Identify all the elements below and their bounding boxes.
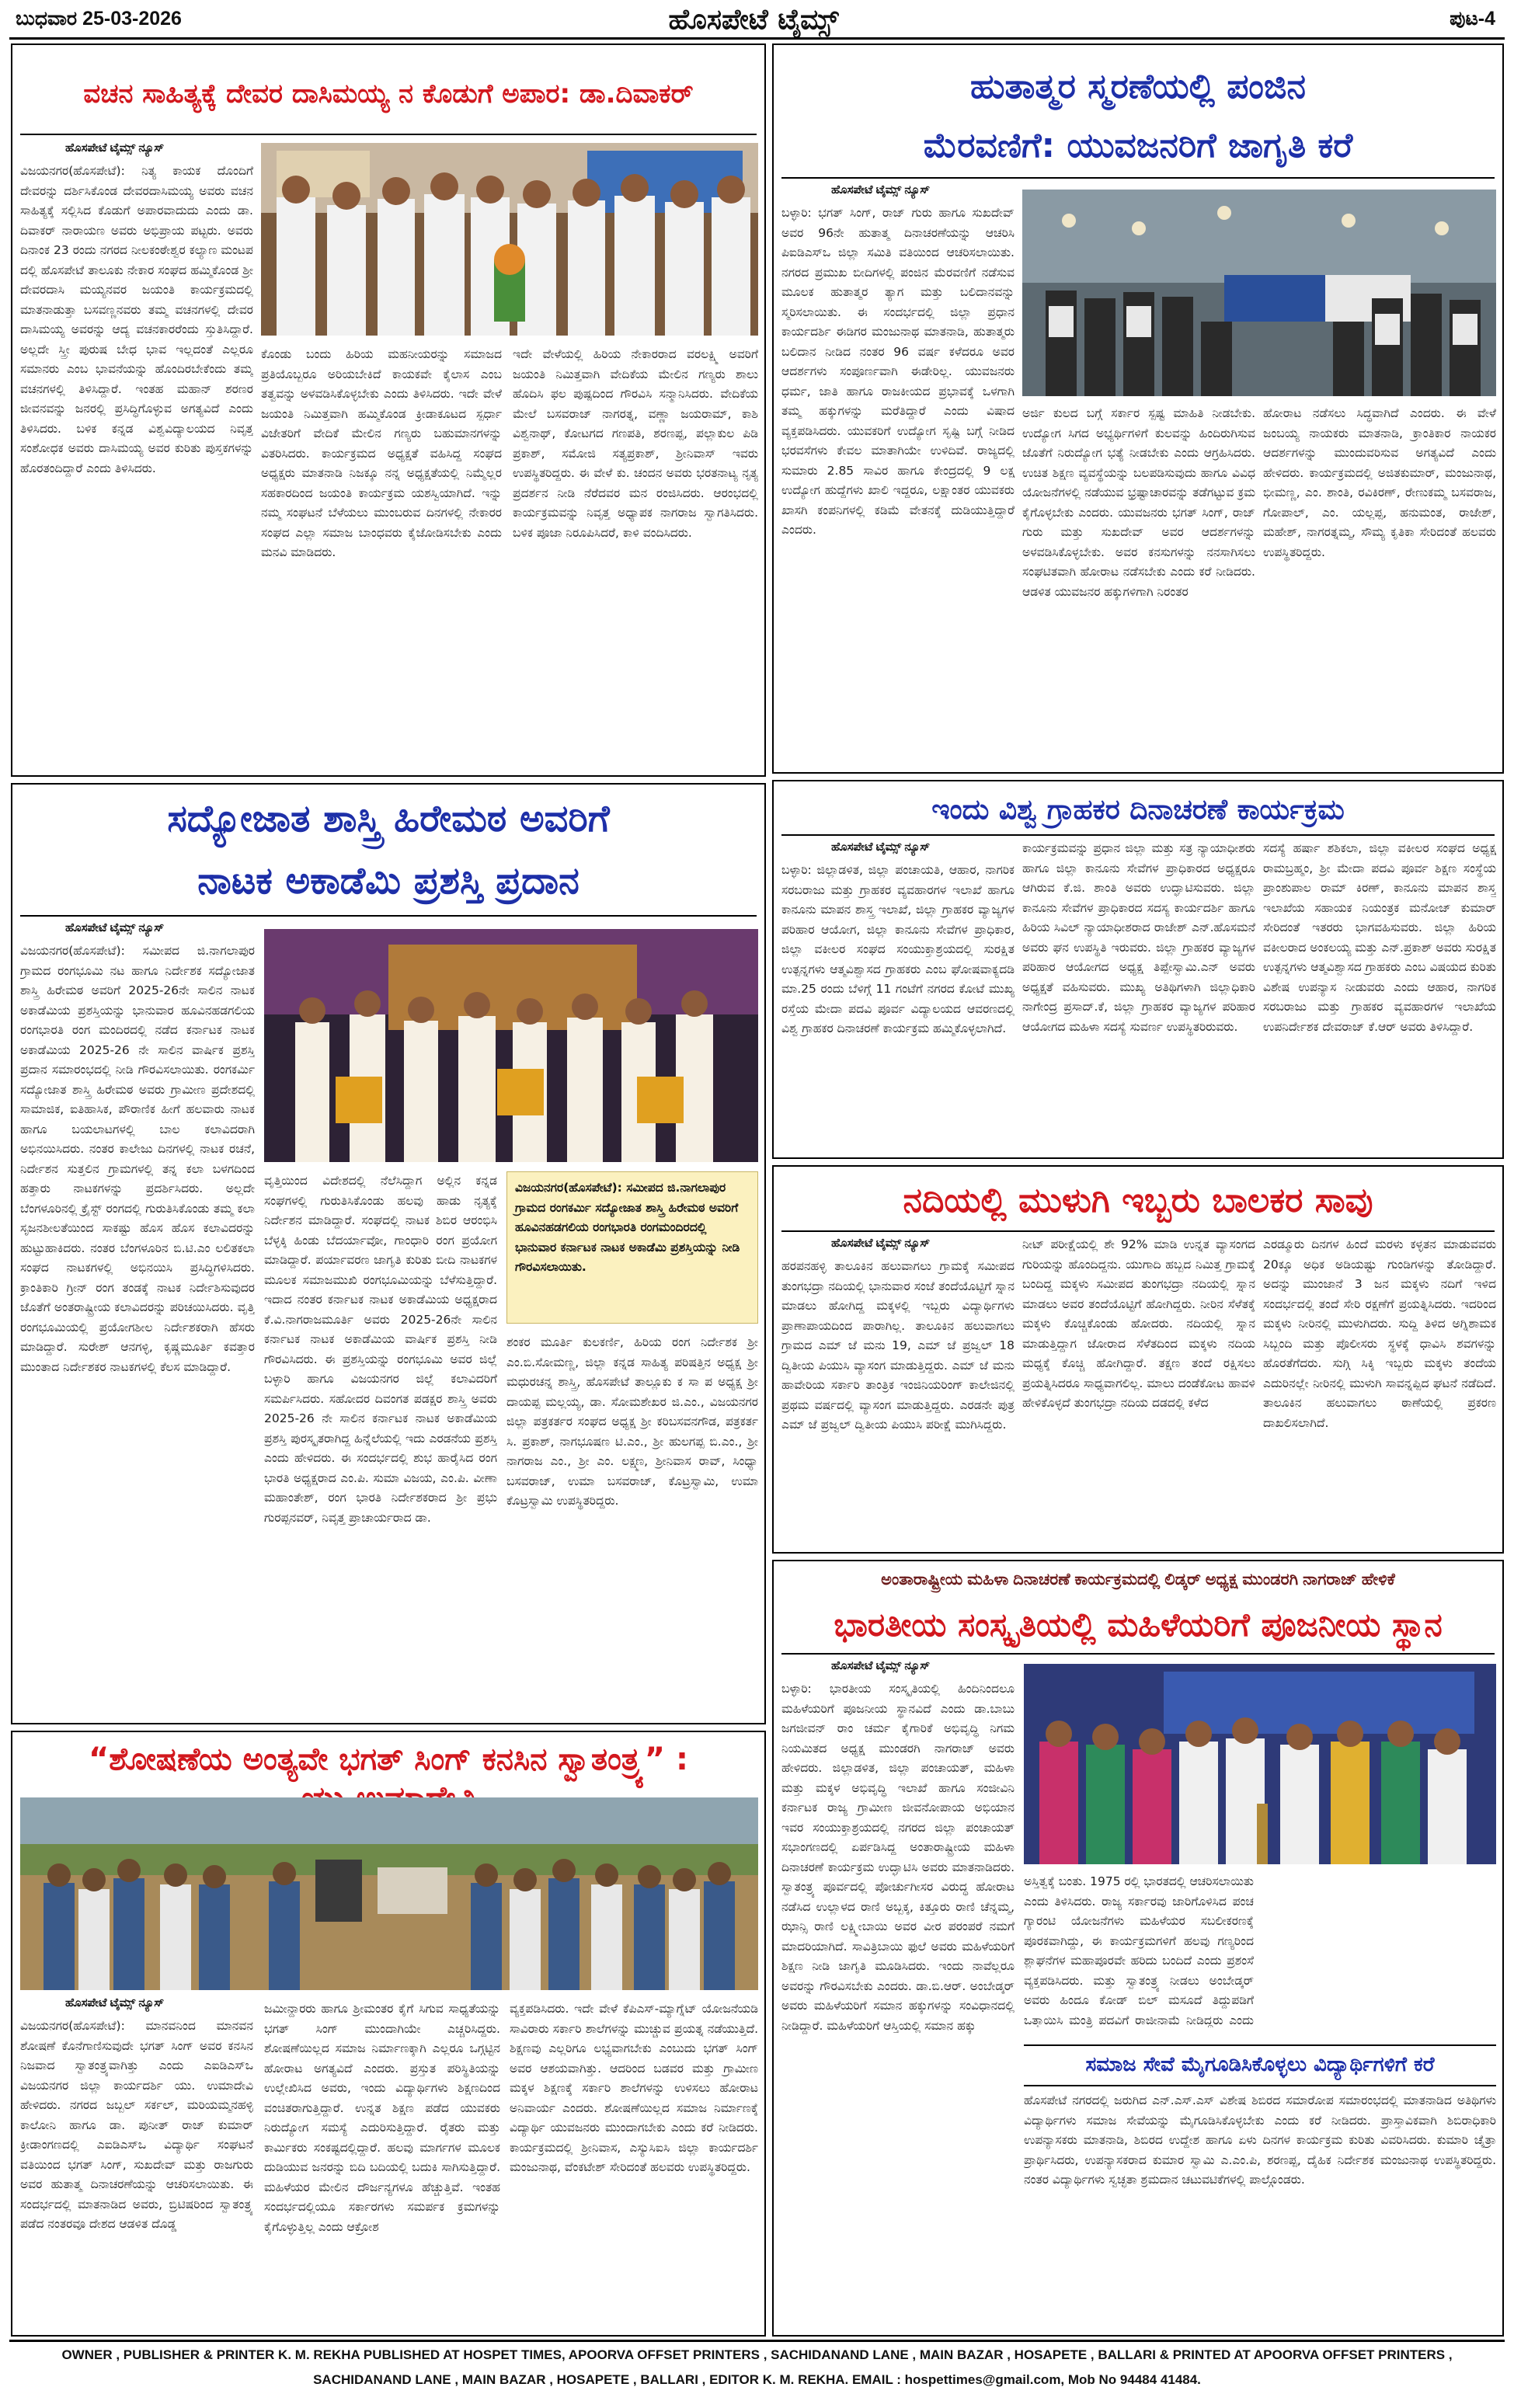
photo-jayanti-ceremony xyxy=(261,143,758,336)
headline-panjina-line1: ಹುತಾತ್ಮರ ಸ್ಮರಣೆಯಲ್ಲಿ ಪಂಜಿನ xyxy=(970,67,1306,106)
imprint-footer xyxy=(0,2343,1514,2408)
article-text-column: ಹರಪನಹಳ್ಳಿ ತಾಲೂಕಿನ ಹಲುವಾಗಲು ಗ್ರಾಮಕ್ಕೆ ಸಮೀಪದ ತುಂಗಭದ್ರಾ ನದಿಯಲ್ಲಿ ಭಾನುವಾರ ಸಂಜೆ ತಂದೆಯೊಟ್ಟಿಗೆ ಸ್ನಾನ ಮಾಡಲು ಹೋಗಿದ್ದ ಮಕ್ಕಳಲ್ಲಿ ಇಬ್ಬರು ವಿದ್ಯಾರ್ಥಿಗಳು ಪ್ರಾಣಾಪಾಯದಿಂದ ಪಾರಾಗಿಲ್ಲ. ತಾಲೂಕಿನ ಹಲುವಾಗಲು ಗ್ರಾಮದ ಎಮ್ ಜೆ ಮನು 19, ಎಮ್ ಜೆ ಪ್ರಜ್ವಲ್ 18 ದ್ವಿತೀಯ ಪಿಯುಸಿ ವ್ಯಾಸಂಗ ಮಾಡುತ್ತಿದ್ದರು. ಎಮ್ ಜೆ ಮನು ಹಾವೇರಿಯ ಸರ್ಕಾರಿ ತಾಂತ್ರಿಕ ಇಂಜಿನಿಯರಿಂಗ್ ಕಾಲೇಜಿನಲ್ಲಿ ಪ್ರಥಮ ವರ್ಷದಲ್ಲಿ ವ್ಯಾಸಂಗ ಮಾಡುತ್ತಿದ್ದರು. ಎರಡನೇ ಪುತ್ರ ಎಮ್ ಜೆ ಪ್ರಜ್ವಲ್ ದ್ವಿತೀಯ ಪಿಯುಸಿ ಪರೀಕ್ಷೆ ಮುಗಿಸಿದ್ದರು. xyxy=(781,1259,1015,1432)
byline: ಹೊಸಪೇಟೆ ಟೈಮ್ಸ್ ನ್ಯೂಸ್ xyxy=(65,141,165,155)
article-text-column: ಅಸ್ತಿತ್ವಕ್ಕೆ ಬಂತು. 1975 ರಲ್ಲಿ ಭಾರತದಲ್ಲಿ ಆಚರಿಸಲಾಯಿತು ಎಂದು ತಿಳಿಸಿದರು. ರಾಜ್ಯ ಸರ್ಕಾರವು ಜಾರಿಗೊಳಿಸಿದ ಪಂಚ ಗ್ಯಾರಂಟಿ ಯೋಜನೆಗಳು ಮಹಿಳೆಯರ ಸಬಲೀಕರಣಕ್ಕೆ ಪೂರಕವಾಗಿದ್ದು, ಈ ಕಾರ್ಯಕ್ರಮಗಳಿಗೆ ಹಲವು ಗಣ್ಯರಿಂದ ಶ್ಲಾಘನೆಗಳ ಮಹಾಪೂರವೇ ಹರಿದು ಬಂದಿದೆ ಎಂದು ಪ್ರಶಂಸೆ ವ್ಯಕ್ತಪಡಿಸಿದರು. ಮತ್ತು ಸ್ವಾತಂತ್ರ್ಯ ನೀಡಲು ಅಂಬೇಡ್ಕರ್ ಅವರು ಹಿಂದೂ ಕೋಡ್ ಬಿಲ್ ಮಸೂದೆ ತಿದ್ದುಪಡಿಗೆ ಒತ್ತಾಯಿಸಿ ಮಂತ್ರಿ ಪದವಿಗೆ ರಾಜೀನಾಮೆ ನೀಡಿದ್ದರು ಎಂದು xyxy=(1024,1874,1254,2027)
photo-womens-day xyxy=(1024,1664,1496,1864)
byline: ಹೊಸಪೇಟೆ ಟೈಮ್ಸ್ ನ್ಯೂಸ್ xyxy=(831,183,931,197)
headline-grahaka: ಇಂದು ವಿಶ್ವ ಗ್ರಾಹಕರ ದಿನಾಚರಣೆ ಕಾರ್ಯಕ್ರಮ xyxy=(931,794,1345,826)
imprint-line: SACHIDANAND LANE , MAIN BAZAR , HOSAPETE , BALLARI , EDITOR K. M. REKHA. EMAIL : hospettimes@gmail.com, Mob No 94484 41484. xyxy=(313,2372,1201,2387)
divider xyxy=(781,834,1495,836)
headline-nss: ಸಮಾಜ ಸೇವೆ ಮೈಗೂಡಿಸಿಕೊಳ್ಳಲು ವಿದ್ಯಾರ್ಥಿಗಳಿಗೆ ಕರೆ xyxy=(1085,2053,1435,2076)
divider xyxy=(20,915,757,917)
byline: ಹೊಸಪೇಟೆ ಟೈಮ್ಸ್ ನ್ಯೂಸ್ xyxy=(831,1237,931,1250)
divider xyxy=(1024,2044,1496,2046)
article-text-column: ಸದಸ್ಯೆ ಹರ್ಷಾ ಶಶಿಕಲಾ, ಜಿಲ್ಲಾ ವಕೀಲರ ಸಂಘದ ಅಧ್ಯಕ್ಷ ರಾಮಬ್ರಹ್ಮಂ, ಶ್ರೀ ಮೇದಾ ಪದವಿ ಪೂರ್ವ ಶಿಕ್ಷಣ ಸಂಸ್ಥೆಯ ಪ್ರಾಂಶುಪಾಲ ರಾಮ್ ಕಿರಣ್, ಕಾನೂನು ಮಾಪನ ಶಾಸ್ತ್ರ ಇಲಾಖೆಯ ಸಹಾಯಕ ನಿಯಂತ್ರಕ ಮನೋಜ್ ಕುಮಾರ್ ಸೇರಿದಂತೆ ಇತರರು ಭಾಗವಹಿಸುವರು. ಜಿಲ್ಲಾ ಹಿರಿಯ ವಕೀಲರಾದ ಅಂಕಲಯ್ಯ ಮತ್ತು ಎನ್.ಪ್ರಕಾಶ್ ಅವರು ಸುರಕ್ಷಿತ ಉತ್ಪನ್ನಗಳು ಆತ್ಮವಿಶ್ವಾಸದ ಗ್ರಾಹಕರು ಎಂಬ ವಿಷಯದ ಕುರಿತು ವಿಶೇಷ ಉಪನ್ಯಾಸ ನೀಡುವರು ಎಂದು ಆಹಾರ, ನಾಗರಿಕ ಸರಬರಾಜು ಮತ್ತು ಗ್ರಾಹಕರ ವ್ಯವಹಾರಗಳ ಇಲಾಖೆಯ ಉಪನಿರ್ದೇಶಕ ದೇವರಾಜ್ ಕೆ.ಆರ್ ಅವರು ತಿಳಿಸಿದ್ದಾರೆ. xyxy=(1263,841,1496,1034)
imprint-line: OWNER , PUBLISHER & PRINTER K. M. REKHA PUBLISHED AT HOSPET TIMES, APOORVA OFFSET PRINTERS , SACHIDANAND LANE , MAIN BAZAR , HOSAPETE , BALLARI & PRINTED AT APOORVA OFFSET PRINTERS , xyxy=(61,2347,1453,2362)
article-text-column: ಎರಡ್ಮೂರು ದಿನಗಳ ಹಿಂದೆ ಮರಳು ಕಳ್ಳತನ ಮಾಡುವವರು 20ಕ್ಕೂ ಅಧಿಕ ಅಡಿಯಷ್ಟು ಗುಂಡಿಗಳನ್ನು ತೋಡಿದ್ದಾರೆ. ಅದನ್ನು ಮುಂಜಾನೆ 3 ಜನ ಮಕ್ಕಳು ನದಿಗೆ ಇಳಿದ ಸಂದರ್ಭದಲ್ಲಿ ತಂದೆ ಸೇರಿ ರಕ್ಷಣೆಗೆ ಪ್ರಯತ್ನಿಸಿದರು. ಇದರಿಂದ ಮಕ್ಕಳು ನೀರಿನಲ್ಲಿ ಮುಳುಗಿದರು. ಸುದ್ದಿ ತಿಳಿದ ಅಗ್ನಿಶಾಮಕ ಸಿಬ್ಬಂದಿ ಮತ್ತು ಪೊಲೀಸರು ಸ್ಥಳಕ್ಕೆ ಧಾವಿಸಿ ಶವಗಳನ್ನು ಹೊರತೆಗೆದರು. ಸುಗ್ಗಿ ಸಿಕ್ಕಿ ಇಬ್ಬರು ಮಕ್ಕಳು ತಂದೆಯ ಎದುರಿನಲ್ಲೇ ನೀರಿನಲ್ಲಿ ಮುಳುಗಿ ಸಾವನ್ನಪ್ಪಿದ ಘಟನೆ ನಡೆದಿದೆ. ತಾಲೂಕಿನ ಹಲುವಾಗಲು ಠಾಣೆಯಲ್ಲಿ ಪ್ರಕರಣ ದಾಖಲಿಸಲಾಗಿದೆ. xyxy=(1263,1237,1496,1430)
headline-mahile: ಭಾರತೀಯ ಸಂಸ್ಕೃತಿಯಲ್ಲಿ ಮಹಿಳೆಯರಿಗೆ ಪೂಜನೀಯ ಸ್ಥಾನ xyxy=(834,1606,1443,1644)
article-text-column: ವಿಜಯನಗರ(ಹೊಸಪೇಟೆ): ಸಮೀಪದ ಜಿ.ನಾಗಲಾಪುರ ಗ್ರಾಮದ ರಂಗಭೂಮಿ ನಟ ಹಾಗೂ ನಿರ್ದೇಶಕ ಸದ್ಯೋಜಾತ ಶಾಸ್ತ್ರಿ ಹಿರೇಮಠ ಅವರಿಗೆ 2025-26ನೇ ಸಾಲಿನ ನಾಟಕ ಅಕಾಡೆಮಿಯ ಪ್ರಶಸ್ತಿಯನ್ನು ಭಾನುವಾರ ಹೂವಿನಹಡಗಲಿಯ ರಂಗಭಾರತಿ ರಂಗ ಮಂದಿರದಲ್ಲಿ ನಡೆದ ಕರ್ನಾಟಕ ನಾಟಕ ಅಕಾಡೆಮಿಯ 2025-26 ನೇ ಸಾಲಿನ ವಾರ್ಷಿಕ ಪ್ರಶಸ್ತಿ ಪ್ರದಾನ ಸಮಾರಂಭದಲ್ಲಿ ನೀಡಿ ಗೌರವಿಸಲಾಯಿತು. ರಂಗಕರ್ಮಿ ಸದ್ಯೋಜಾತ ಶಾಸ್ತ್ರಿ ಹಿರೇಮಠ ಅವರು ಗ್ರಾಮೀಣ ಪ್ರದೇಶದಲ್ಲಿ ಸಾಮಾಜಿಕ, ಐತಿಹಾಸಿಕ, ಪೌರಾಣಿಕ ಹೀಗೆ ಹಲವಾರು ನಾಟಕ ಹಾಗೂ ಬಯಲಾಟಗಳಲ್ಲಿ ಬಾಲ ಕಲಾವಿದರಾಗಿ ಅಭಿನಯಿಸಿದರು. ನಂತರ ಕಾಲೇಜು ದಿನಗಳಲ್ಲಿ ನಾಟಕ ರಚನೆ, ನಿರ್ದೇಶನ ಸುತ್ತಲಿನ ಗ್ರಾಮಗಳಲ್ಲಿ ತನ್ನ ಕಲಾ ಬಳಗದಿಂದ ಹತ್ತಾರು ನಾಟಕಗಳನ್ನು ಪ್ರದರ್ಶಿಸಿದರು. ಅಲ್ಲದೇ ಬೆಂಗಳೂರಿನಲ್ಲಿ ಕ್ರೈಸ್ಟ್ ರಂಗದಲ್ಲಿ ಗುರುತಿಸಿಕೊಂಡು ತಮ್ಮ ಕಲಾ ಸೃಜನಶೀಲತೆಯಿಂದ ಸಾಕಷ್ಟು ಹೊಸ ಹೊಸ ಕಲಾವಿದರನ್ನು ಹುಟ್ಟುಹಾಕಿದರು. ನಂತರ ಬೆಂಗಳೂರಿನ ಬಿ.ಟಿ.ಎಂ ಲಲಿತಕಲಾ ಸಂಘದ ನಾಟಕಗಳಲ್ಲಿ ಅಭಿನಯಿಸಿ ಪ್ರಸಿದ್ಧಿಗಳಿಸಿದರು. ಕ್ರಾಂತಿಕಾರಿ ಗ್ರೀನ್ ರಂಗ ತಂಡಕ್ಕೆ ನಾಟಕ ನಿರ್ದೇಶಿಸುವುದರ ಜೊತೆಗೆ ಅಂತರಾಷ್ಟ್ರೀಯ ಕಲಾವಿದರನ್ನು ಪರಿಚಯಿಸಿದರು. ವೃತ್ತಿ ರಂಗಭೂಮಿಯಲ್ಲಿ ಪ್ರಯೋಗಶೀಲ ನಿರ್ದೇಶಕರಾಗಿ ಹೆಸರು ಮಾಡಿದ್ದಾರೆ. ಸುರೇಶ್ ಆನಗಳ್ಳಿ, ಕೃಷ್ಣಮೂರ್ತಿ ಕವತ್ತಾರ ಮುಂತಾದ ನಿರ್ದೇಶಕರ ನಾಟಕಗಳಲ್ಲಿ ಕೆಲಸ ಮಾಡಿದ್ದಾರೆ. xyxy=(20,944,255,1374)
highlight-box: ವಿಜಯನಗರ(ಹೊಸಪೇಟೆ): ಸಮೀಪದ ಜಿ.ನಾಗಲಾಪುರ ಗ್ರಾಮದ ರಂಗಕರ್ಮಿ ಸದ್ಯೋಜಾತ ಶಾಸ್ತ್ರಿ ಹಿರೇಮಠ ಅವರಿಗೆ ಹೂವಿನಹಡಗಲಿಯ ರಂಗಭಾರತಿ ರಂಗಮಂದಿರದಲ್ಲಿ ಭಾನುವಾರ ಕರ್ನಾಟಕ ನಾಟಕ ಅಕಾಡೆಮಿ ಪ್ರಶಸ್ತಿಯನ್ನು ನೀಡಿ ಗೌರವಿಸಲಾಯಿತು. xyxy=(506,1171,758,1324)
headline-divakar: ವಚನ ಸಾಹಿತ್ಯಕ್ಕೆ ದೇವರ ದಾಸಿಮಯ್ಯ ನ ಕೊಡುಗೆ ಅಪಾರ: ಡಾ.ದಿವಾಕರ್ xyxy=(83,78,694,110)
article-text-column: ಶಂಕರ ಮೂರ್ತಿ ಕುಲಕರ್ಣಿ, ಹಿರಿಯ ರಂಗ ನಿರ್ದೇಶಕ ಶ್ರೀ ಎಂ.ಬಿ.ಸೋಮಣ್ಣ, ಜಿಲ್ಲಾ ಕನ್ನಡ ಸಾಹಿತ್ಯ ಪರಿಷತ್ತಿನ ಅಧ್ಯಕ್ಷ ಶ್ರೀ ಮಧುರಚನ್ನ ಶಾಸ್ತ್ರಿ, ಹೊಸಪೇಟೆ ತಾಲ್ಲೂಕು ಕ ಸಾ ಪ ಅಧ್ಯಕ್ಷ ಶ್ರೀ ದಾಯಪ್ಪ ಮಲ್ಲಯ್ಯ, ಡಾ. ಸೋಮಶೇಖರ ಜಿ.ಎಂ., ವಿಜಯನಗರ ಜಿಲ್ಲಾ ಪತ್ರಕರ್ತರ ಸಂಘದ ಅಧ್ಯಕ್ಷ ಶ್ರೀ ಕರಿಬಸವನಗೌಡ, ಪತ್ರಕರ್ತ ಸಿ. ಪ್ರಕಾಶ್, ನಾಗಭೂಷಣ ಟಿ.ಎಂ., ಶ್ರೀ ಹುಲಗಪ್ಪ ಬಿ.ಎಂ., ಶ್ರೀ ನಾಗರಾಜ ಎಂ., ಶ್ರೀ ಎಂ. ಲಕ್ಷ್ಮಣ, ಶ್ರೀನಿವಾಸ ರಾವ್, ಸಿಂಧ್ಯಾ ಬಸವರಾಜ್, ಉಮಾ ಬಸವರಾಜ್, ಕೊಟ್ರಸ್ವಾಮಿ, ಉಮಾ ಕೊಟ್ರಸ್ವಾಮಿ ಉಪಸ್ಥಿತರಿದ್ದರು. xyxy=(506,1335,758,1508)
divider xyxy=(1024,2085,1496,2086)
divider xyxy=(781,177,1495,179)
headline-natak-line1: ಸದ್ಯೋಜಾತ ಶಾಸ್ತ್ರಿ ಹಿರೇಮಠ ಅವರಿಗೆ xyxy=(167,797,610,840)
byline: ಹೊಸಪೇಟೆ ಟೈಮ್ಸ್ ನ್ಯೂಸ್ xyxy=(65,1996,165,2010)
photo-students-ground xyxy=(20,1797,758,1990)
byline: ಹೊಸಪೇಟೆ ಟೈಮ್ಸ್ ನ್ಯೂಸ್ xyxy=(831,1659,931,1672)
headline-bhagat: “ಶೋಷಣೆಯ ಅಂತ್ಯವೇ ಭಗತ್ ಸಿಂಗ್ ಕನಸಿನ ಸ್ವಾತಂತ್ರ್ಯ” : xyxy=(89,1742,688,1777)
article-text-column: ಬಳ್ಳಾರಿ: ಜಿಲ್ಲಾಡಳಿತ, ಜಿಲ್ಲಾ ಪಂಚಾಯತಿ, ಆಹಾರ, ನಾಗರಿಕ ಸರಬರಾಜು ಮತ್ತು ಗ್ರಾಹಕರ ವ್ಯವಹಾರಗಳ ಇಲಾಖೆ ಹಾಗೂ ಕಾನೂನು ಮಾಪನ ಶಾಸ್ತ್ರ ಇಲಾಖೆ, ಜಿಲ್ಲಾ ಗ್ರಾಹಕರ ವ್ಯಾಜ್ಯಗಳ ಪರಿಹಾರ ಆಯೋಗ, ಜಿಲ್ಲಾ ಕಾನೂನು ಸೇವೆಗಳ ಪ್ರಾಧಿಕಾರ, ಜಿಲ್ಲಾ ವಕೀಲರ ಸಂಘದ ಸಂಯುಕ್ತಾಶ್ರಯದಲ್ಲಿ ಸುರಕ್ಷಿತ ಉತ್ಪನ್ನಗಳು ಆತ್ಮವಿಶ್ವಾಸದ ಗ್ರಾಹಕರು ಎಂಬ ಘೋಷವಾಕ್ಯದಡಿ ಮಾ.25 ರಂದು ಬೆಳಿಗ್ಗೆ 11 ಗಂಟೆಗೆ ನಗರದ ಕೋಟೆ ಮುಖ್ಯ ರಸ್ತೆಯ ಮೇದಾ ಪದವಿ ಪೂರ್ವ ವಿದ್ಯಾಲಯದ ಆವರಣದಲ್ಲಿ ವಿಶ್ವ ಗ್ರಾಹಕರ ದಿನಾಚರಣೆ ಕಾರ್ಯಕ್ರಮ ಹಮ್ಮಿಕೊಳ್ಳಲಾಗಿದೆ. xyxy=(781,863,1015,1035)
kicker-mahile: ಅಂತಾರಾಷ್ಟ್ರೀಯ ಮಹಿಳಾ ದಿನಾಚರಣೆ ಕಾರ್ಯಕ್ರಮದಲ್ಲಿ ಲಿಡ್ಕರ್ ಅಧ್ಯಕ್ಷ ಮುಂಡರಗಿ ನಾಗರಾಜ್ ಹೇಳಿಕೆ xyxy=(881,1571,1395,1589)
issue-date: ಬುಧವಾರ 25-03-2026 xyxy=(16,8,182,30)
headline-panjina-line2: ಮೆರವಣಿಗೆ: ಯುವಜನರಿಗೆ ಜಾಗೃತಿ ಕರೆ xyxy=(923,126,1353,165)
article-text-column: ನೀಟ್ ಪರೀಕ್ಷೆಯಲ್ಲಿ ಶೇ 92% ಮಾಡಿ ಉನ್ನತ ವ್ಯಾಸಂಗದ ಗುರಿಯನ್ನು ಹೊಂದಿದ್ದನು. ಯುಗಾದಿ ಹಬ್ಬದ ನಿಮಿತ್ತ ಗ್ರಾಮಕ್ಕೆ ಬಂದಿದ್ದ ಮಕ್ಕಳು ಸಮೀಪದ ತುಂಗಭದ್ರಾ ನದಿಯಲ್ಲಿ ಸ್ನಾನ ಮಾಡಲು ಅವರ ತಂದೆಯೊಟ್ಟಿಗೆ ಹೋಗಿದ್ದರು. ನೀರಿನ ಸೆಳೆತಕ್ಕೆ ಮಕ್ಕಳು ಕೊಚ್ಚಿಕೊಂಡು ಹೋದರು. ನದಿಯಲ್ಲಿ ಸ್ನಾನ ಮಾಡುತ್ತಿದ್ದಾಗ ಜೋರಾದ ಸೆಳೆತದಿಂದ ಮಕ್ಕಳು ನದಿಯ ಮಧ್ಯಕ್ಕೆ ಕೊಚ್ಚಿ ಹೋಗಿದ್ದಾರೆ. ತಕ್ಷಣ ತಂದೆ ರಕ್ಷಿಸಲು ಪ್ರಯತ್ನಿಸಿದರೂ ಸಾಧ್ಯವಾಗಲಿಲ್ಲ. ಮಾಲು ದಂಡೆಕೋಟ ಹಾವಳಿ ಹೇಳಿಕೊಳ್ಳದೆ ತುಂಗಭದ್ರಾ ನದಿಯ ದಡದಲ್ಲಿ ಕಳೆದ xyxy=(1022,1237,1255,1410)
article-text-column: ಕೊಂಡು ಬಂದು ಹಿರಿಯ ಮಹನೀಯರನ್ನು ಸಮಾಜದ ಪ್ರತಿಯೊಬ್ಬರೂ ಅರಿಯಬೇಕಿದೆ ಕಾಯಕವೇ ಕೈಲಾಸ ಎಂಬ ತತ್ವವನ್ನು ಅಳವಡಿಸಿಕೊಳ್ಳಬೇಕು ಎಂದು ತಿಳಿಸಿದರು. ಇದೇ ವೇಳೆ ಜಯಂತಿ ನಿಮಿತ್ತವಾಗಿ ಹಮ್ಮಿಕೊಂಡ ಕ್ರೀಡಾಕೂಟದ ಸ್ಪರ್ಧಾ ವಿಜೇತರಿಗೆ ವೇದಿಕೆ ಮೇಲಿನ ಗಣ್ಯರು ಬಹುಮಾನಗಳನ್ನು ವಿತರಿಸಿದರು. ಕಾರ್ಯಕ್ರಮದ ಅಧ್ಯಕ್ಷತೆ ವಹಿಸಿದ್ದ ಸಂಘದ ಅಧ್ಯಕ್ಷರು ಮಾತನಾಡಿ ನಿಜಕ್ಕೂ ನನ್ನ ಅಧ್ಯಕ್ಷತೆಯಲ್ಲಿ ನಿಮ್ಮೆಲ್ಲರ ಸಹಕಾರದಿಂದ ಜಯಂತಿ ಕಾರ್ಯಕ್ರಮ ಯಶಸ್ವಿಯಾಗಿದೆ. ಇನ್ನು ನಮ್ಮ ಸಂಘಟನೆ ಬೆಳೆಯಲು ಮುಂಬರುವ ದಿನಗಳಲ್ಲಿ ನೇಕಾರರ ಸಂಘದ ಎಲ್ಲಾ ಸಮಾಜ ಬಾಂಧವರು ಕೈಜೋಡಿಸಬೇಕು ಎಂದು ಮನವಿ ಮಾಡಿದರು. xyxy=(261,347,502,559)
article-text-column: ಕಾರ್ಯಕ್ರಮವನ್ನು ಪ್ರಧಾನ ಜಿಲ್ಲಾ ಮತ್ತು ಸತ್ರ ನ್ಯಾಯಾಧೀಶರು ಹಾಗೂ ಜಿಲ್ಲಾ ಕಾನೂನು ಸೇವೆಗಳ ಪ್ರಾಧಿಕಾರದ ಅಧ್ಯಕ್ಷರೂ ಆಗಿರುವ ಕೆ.ಜಿ. ಶಾಂತಿ ಅವರು ಉದ್ಘಾಟಿಸುವರು. ಜಿಲ್ಲಾ ಕಾನೂನು ಸೇವೆಗಳ ಪ್ರಾಧಿಕಾರದ ಸದಸ್ಯ ಕಾರ್ಯದರ್ಶಿ ಹಾಗೂ ಹಿರಿಯ ಸಿವಿಲ್ ನ್ಯಾಯಾಧೀಶರಾದ ರಾಜೇಶ್ ಎನ್.ಹೊಸಮನೆ ಅವರು ಘನ ಉಪಸ್ಥಿತಿ ಇರುವರು. ಜಿಲ್ಲಾ ಗ್ರಾಹಕರ ವ್ಯಾಜ್ಯಗಳ ಪರಿಹಾರ ಆಯೋಗದ ಅಧ್ಯಕ್ಷ ತಿಪ್ಪೇಸ್ವಾಮಿ.ಎನ್ ಅವರು ಅಧ್ಯಕ್ಷತೆ ವಹಿಸುವರು. ಮುಖ್ಯ ಅತಿಥಿಗಳಾಗಿ ಜಿಲ್ಲಾಧಿಕಾರಿ ನಾಗೇಂದ್ರ ಪ್ರಸಾದ್.ಕೆ, ಜಿಲ್ಲಾ ಗ್ರಾಹಕರ ವ್ಯಾಜ್ಯಗಳ ಪರಿಹಾರ ಆಯೋಗದ ಮಹಿಳಾ ಸದಸ್ಯೆ ಸುವರ್ಣ ಉಪಸ್ಥಿತರಿರುವರು. xyxy=(1022,841,1255,1034)
byline: ಹೊಸಪೇಟೆ ಟೈಮ್ಸ್ ನ್ಯೂಸ್ xyxy=(831,840,931,854)
article-text-column: ವಿಜಯನಗರ(ಹೊಸಪೇಟೆ): ಮಾನವನಿಂದ ಮಾನವನ ಶೋಷಣೆ ಕೊನೆಗಾಣಿಸುವುದೇ ಭಗತ್ ಸಿಂಗ್ ಅವರ ಕನಸಿನ ನಿಜವಾದ ಸ್ವಾತಂತ್ರ್ಯವಾಗಿತ್ತು ಎಂದು ಎಐಡಿಎಸ್ಒ ವಿಜಯನಗರ ಜಿಲ್ಲಾ ಕಾರ್ಯದರ್ಶಿ ಯು. ಉಮಾದೇವಿ ಹೇಳಿದರು. ನಗರದ ಜಬ್ಬಲ್ ಸರ್ಕಲ್, ಮರಿಯಮ್ಮನಹಳ್ಳಿ ಕಾಲೋನಿ ಹಾಗೂ ಡಾ. ಪುನೀತ್ ರಾಜ್ ಕುಮಾರ್ ಕ್ರೀಡಾಂಗಣದಲ್ಲಿ ಎಐಡಿಎಸ್ಒ ವಿದ್ಯಾರ್ಥಿ ಸಂಘಟನೆ ವತಿಯಿಂದ ಭಗತ್ ಸಿಂಗ್, ಸುಖದೇವ್ ಮತ್ತು ರಾಜಗುರು ಅವರ ಹುತಾತ್ಮ ದಿನಾಚರಣೆಯನ್ನು ಆಚರಿಸಲಾಯಿತು. ಈ ಸಂದರ್ಭದಲ್ಲಿ ಮಾತನಾಡಿದ ಅವರು, ಬ್ರಿಟಿಷರಿಂದ ಸ್ವಾತಂತ್ರ್ಯ ಪಡೆದ ನಂತರವೂ ದೇಶದ ಆಡಳಿತ ದೊಡ್ಡ xyxy=(20,2019,253,2231)
article-text-column: ಅರ್ಜಿ ಕುಲದ ಬಗ್ಗೆ ಸರ್ಕಾರ ಸ್ಪಷ್ಟ ಮಾಹಿತಿ ನೀಡಬೇಕು. ಉದ್ಯೋಗ ಸಿಗದ ಅಭ್ಯರ್ಥಿಗಳಿಗೆ ಕುಲವನ್ನು ಹಿಂದಿರುಗಿಸುವ ಜೊತೆಗೆ ನಿರುದ್ಯೋಗ ಭತ್ಯೆ ನೀಡಬೇಕು ಎಂದು ಆಗ್ರಹಿಸಿದರು. ಉಚಿತ ಶಿಕ್ಷಣ ವ್ಯವಸ್ಥೆಯನ್ನು ಬಲಪಡಿಸುವುದು ಹಾಗೂ ವಿವಿಧ ಯೋಜನೆಗಳಲ್ಲಿ ನಡೆಯುವ ಭ್ರಷ್ಟಾಚಾರವನ್ನು ತಡೆಗಟ್ಟುವ ಕ್ರಮ ಕೈಗೊಳ್ಳಬೇಕು ಎಂದರು. ಯುವಜನರು ಭಗತ್ ಸಿಂಗ್, ರಾಜ್ ಗುರು ಮತ್ತು ಸುಖದೇವ್ ಅವರ ಆದರ್ಶಗಳನ್ನು ಅಳವಡಿಸಿಕೊಳ್ಳಬೇಕು. ಅವರ ಕನಸುಗಳನ್ನು ನನಸಾಗಿಸಲು ಸಂಘಟಿತವಾಗಿ ಹೋರಾಟ ನಡೆಸಬೇಕು ಎಂದು ಕರೆ ನೀಡಿದರು. ಆಡಳಿತ ಯುವಜನರ ಹಕ್ಕುಗಳಿಗಾಗಿ ನಿರಂತರ xyxy=(1022,406,1255,599)
divider xyxy=(781,1653,1495,1655)
page-number: ಪುಟ-4 xyxy=(1450,8,1495,30)
footer-rule xyxy=(9,2340,1505,2342)
article-text-column: ಹೋರಾಟ ನಡೆಸಲು ಸಿದ್ಧವಾಗಿದೆ ಎಂದರು. ಈ ವೇಳೆ ಜಂಬಯ್ಯ ನಾಯಕರು ಮಾತನಾಡಿ, ಕ್ರಾಂತಿಕಾರ ನಾಯಕರ ಆದರ್ಶಗಳನ್ನು ಮುಂದುವರಿಸುವ ಅಗತ್ಯವಿದೆ ಎಂದು ಹೇಳಿದರು. ಕಾರ್ಯಕ್ರಮದಲ್ಲಿ ಅಜಿತಕುಮಾರ್, ಮಂಜುನಾಥ, ಭೀಮಣ್ಣ, ಎಂ. ಶಾಂತಿ, ರವಿಕಿರಣ್, ರೇಣುಕಮ್ಮ ಬಸವರಾಜ, ಗೋಪಾಲ್, ಎಂ. ಯಲ್ಲಪ್ಪ, ಹನುಮಂತ, ರಾಜೇಶ್, ಮಹೇಶ್, ನಾಗರತ್ನಮ್ಮ, ಸೌಮ್ಯ ಕೃತಿಕಾ ಸೇರಿದಂತೆ ಹಲವರು ಉಪಸ್ಥಿತರಿದ್ದರು. xyxy=(1263,406,1496,559)
article-text-column: ಇದೇ ವೇಳೆಯಲ್ಲಿ ಹಿರಿಯ ನೇಕಾರರಾದ ವರಲಕ್ಷ್ಮಿ ಅವರಿಗೆ ಜಯಂತಿ ನಿಮಿತ್ತವಾಗಿ ವೇದಿಕೆಯ ಮೇಲಿನ ಗಣ್ಯರು ಶಾಲು ಹೊದಿಸಿ ಫಲ ಪುಷ್ಪದಿಂದ ಗೌರವಿಸಿ ಸನ್ಮಾನಿಸಿದರು. ವೇದಿಕೆಯ ಮೇಲೆ ಬಸವರಾಜ್ ನಾಗರತ್ನ, ವಣ್ಣಾ ಜಯರಾಮ್, ಕಾಶಿ ವಿಶ್ವನಾಥ್, ಕೋಟಗದ ಗಣಪತಿ, ಶರಣಪ್ಪ, ಪಲ್ಲಾಕುಲ ಪಿಡಿ ಪ್ರಕಾಶ್, ಸಮೋಜಿ ಸತ್ಯಪ್ರಕಾಶ್, ಶ್ರೀನಿವಾಸ್ ಇವರು ಉಪಸ್ಥಿತರಿದ್ದರು. ಈ ವೇಳೆ ಕು. ಚಂದನ ಅವರು ಭರತನಾಟ್ಯ ನೃತ್ಯ ಪ್ರದರ್ಶನ ನೀಡಿ ನೆರೆದವರ ಮನ ರಂಜಿಸಿದರು. ಆರಂಭದಲ್ಲಿ ಕಾರ್ಯಕ್ರಮವನ್ನು ನಿವೃತ್ತ ಅಧ್ಯಾಪಕ ನಾಗರಾಜ ಸ್ವಾಗತಿಸಿದರು. ಬಳಿಕ ಪೂಜಾ ನಿರೂಪಿಸಿದರೆ, ಕಾಳಿ ವಂದಿಸಿದರು. xyxy=(513,347,758,540)
article-text-column: ಜಮೀನ್ದಾರರು ಹಾಗೂ ಶ್ರೀಮಂತರ ಕೈಗೆ ಸಿಗುವ ಸಾಧ್ಯತೆಯನ್ನು ಭಗತ್ ಸಿಂಗ್ ಮುಂದಾಗಿಯೇ ಎಚ್ಚರಿಸಿದ್ದರು. ಶೋಷಣೆಯಿಲ್ಲದ ಸಮಾಜ ನಿರ್ಮಾಣಕ್ಕಾಗಿ ಎಲ್ಲರೂ ಒಗ್ಗಟ್ಟಿನ ಹೋರಾಟ ಅಗತ್ಯವಿದೆ ಎಂದರು. ಪ್ರಸ್ತುತ ಪರಿಸ್ಥಿತಿಯನ್ನು ಉಲ್ಲೇಖಿಸಿದ ಅವರು, ಇಂದು ವಿದ್ಯಾರ್ಥಿಗಳು ಶಿಕ್ಷಣದಿಂದ ವಂಚಿತರಾಗುತ್ತಿದ್ದಾರೆ. ಉನ್ನತ ಶಿಕ್ಷಣ ಪಡೆದ ಯುವಕರು ನಿರುದ್ಯೋಗ ಸಮಸ್ಯೆ ಎದುರಿಸುತ್ತಿದ್ದಾರೆ. ರೈತರು ಮತ್ತು ಕಾರ್ಮಿಕರು ಸಂಕಷ್ಟದಲ್ಲಿದ್ದಾರೆ. ಹಲವು ಮಾರ್ಗಗಳ ಮೂಲಕ ದುಡಿಯುವ ಜನರನ್ನು ಬಿದಿ ಬದಿಯಲ್ಲಿ ಬದುಕಿ ಸಾಗಿಸುತ್ತಿದ್ದಾರೆ. ಮಹಿಳೆಯರ ಮೇಲಿನ ದೌರ್ಜನ್ಯಗಳೂ ಹೆಚ್ಚುತ್ತಿವೆ. ಇಂತಹ ಸಂದರ್ಭದಲ್ಲಿಯೂ ಸರ್ಕಾರಗಳು ಸಮರ್ಪಕ ಕ್ರಮಗಳನ್ನು ಕೈಗೊಳ್ಳುತ್ತಿಲ್ಲ ಎಂದು ಆಕ್ರೋಶ xyxy=(264,2002,500,2234)
photo-torch-rally xyxy=(1022,190,1496,396)
article-text-column: ವ್ಯಕ್ತಪಡಿಸಿದರು. ಇದೇ ವೇಳೆ ಕೆಪಿಎಸ್-ಮ್ಯಾಗ್ನೆಟ್ ಯೋಜನೆಯಡಿ ಸಾವಿರಾರು ಸರ್ಕಾರಿ ಶಾಲೆಗಳನ್ನು ಮುಚ್ಚುವ ಪ್ರಯತ್ನ ನಡೆಯುತ್ತಿದೆ. ಶಿಕ್ಷಣವು ಎಲ್ಲರಿಗೂ ಲಭ್ಯವಾಗಬೇಕು ಎಂಬುದು ಭಗತ್ ಸಿಂಗ್ ಅವರ ಆಶಯವಾಗಿತ್ತು. ಆದರಿಂದ ಬಡವರ ಮತ್ತು ಗ್ರಾಮೀಣ ಮಕ್ಕಳ ಶಿಕ್ಷಣಕ್ಕೆ ಸರ್ಕಾರಿ ಶಾಲೆಗಳನ್ನು ಉಳಿಸಲು ಹೋರಾಟ ಅನಿವಾರ್ಯ ಎಂದರು. ಶೋಷಣೆಯಿಲ್ಲದ ಸಮಾಜ ನಿರ್ಮಾಣಕ್ಕೆ ವಿದ್ಯಾರ್ಥಿ ಯುವಜನರು ಮುಂದಾಗಬೇಕು ಎಂದು ಕರೆ ನೀಡಿದರು. ಕಾರ್ಯಕ್ರಮದಲ್ಲಿ ಶ್ರೀನಿವಾಸ, ಎಸ್ಯುಸಿಐಸಿ ಜಿಲ್ಲಾ ಕಾರ್ಯದರ್ಶಿ ಮಂಜುನಾಥ, ವೆಂಕಟೇಶ್ ಸೇರಿದಂತೆ ಹಲವರು ಉಪಸ್ಥಿತರಿದ್ದರು. xyxy=(510,2002,758,2174)
masthead: ಹೊಸಪೇಟೆ ಟೈಮ್ಸ್ xyxy=(668,3,839,36)
article-text-column: ವೃತ್ತಿಯಿಂದ ವಿದೇಶದಲ್ಲಿ ನೆಲೆಸಿದ್ದಾಗ ಅಲ್ಲಿನ ಕನ್ನಡ ಸಂಘಗಳಲ್ಲಿ ಗುರುತಿಸಿಕೊಂಡು ಹಲವು ಹಾಡು ನೃತ್ಯಕ್ಕೆ ನಿರ್ದೇಶನ ಮಾಡಿದ್ದಾರೆ. ಸಂಘದಲ್ಲಿ ನಾಟಕ ಶಿಬಿರ ಆರಂಭಿಸಿ ಬೆಳ್ಳಕ್ಕಿ ಹಿಂಡು ಬೆದರ್ಯಾವೋ, ಗಾಂಧಾರಿ ರಂಗ ಪ್ರಯೋಗ ಮಾಡಿದ್ದಾರೆ. ಪರ್ಯಾವರಣ ಜಾಗೃತಿ ಕುರಿತು ಬೀದಿ ನಾಟಕಗಳ ಮೂಲಕ ಸಮಾಜಮುಖಿ ರಂಗಭೂಮಿಯನ್ನು ಬೆಳೆಸುತ್ತಿದ್ದಾರೆ. ಇದಾದ ನಂತರ ಕರ್ನಾಟಕ ನಾಟಕ ಅಕಾಡೆಮಿಯ ಅಧ್ಯಕ್ಷರಾದ ಕೆ.ವಿ.ನಾಗರಾಜಮೂರ್ತಿ ಅವರು 2025-26ನೇ ಸಾಲಿನ ಕರ್ನಾಟಕ ನಾಟಕ ಅಕಾಡೆಮಿಯ ವಾರ್ಷಿಕ ಪ್ರಶಸ್ತಿ ನೀಡಿ ಗೌರವಿಸಿದರು. ಈ ಪ್ರಶಸ್ತಿಯನ್ನು ರಂಗಭೂಮಿ ಅವರ ಜಿಲ್ಲೆ ಬಳ್ಳಾರಿ ಹಾಗೂ ವಿಜಯನಗರ ಜಿಲ್ಲೆ ಕಲಾವಿದರಿಗೆ ಸಮರ್ಪಿಸಿದರು. ಸಹೋದರ ದಿವಂಗತ ಪಡಕ್ಷರ ಶಾಸ್ತ್ರಿ ಅವರು 2025-26 ನೇ ಸಾಲಿನ ಕರ್ನಾಟಕ ನಾಟಕ ಅಕಾಡೆಮಿಯ ಪ್ರಶಸ್ತಿ ಪುರಸ್ಕೃತರಾಗಿದ್ದ ಹಿನ್ನೆಲೆಯಲ್ಲಿ ಇದು ಎರಡನೆಯ ಪ್ರಶಸ್ತಿ ಎಂದು ಹೇಳಿದರು. ಈ ಸಂದರ್ಭದಲ್ಲಿ ಶುಭ ಹಾರೈಸಿದ ರಂಗ ಭಾರತಿ ಅಧ್ಯಕ್ಷರಾದ ಎಂ.ಪಿ. ಸುಮಾ ವಿಜಯ, ಎಂ.ಪಿ. ವೀಣಾ ಮಹಾಂತೇಶ್, ರಂಗ ಭಾರತಿ ನಿರ್ದೇಶಕರಾದ ಶ್ರೀ ಪ್ರಭು ಗುರಪ್ಪನವರ್, ನಿವೃತ್ತ ಪ್ರಾಚಾರ್ಯರಾದ ಡಾ. xyxy=(264,1174,497,1525)
article-text-column: ಬಳ್ಳಾರಿ: ಭಗತ್ ಸಿಂಗ್, ರಾಜ್ ಗುರು ಹಾಗೂ ಸುಖದೇವ್ ಅವರ 96ನೇ ಹುತಾತ್ಮ ದಿನಾಚರಣೆಯನ್ನು ಆಚರಿಸಿ ಪಿಐಡಿಎಸ್ಒ ಜಿಲ್ಲಾ ಸಮಿತಿ ವತಿಯಿಂದ ಆಚರಿಸಲಾಯಿತು. ನಗರದ ಪ್ರಮುಖ ಬೀದಿಗಳಲ್ಲಿ ಪಂಜಿನ ಮೆರವಣಿಗೆ ನಡೆಸುವ ಮೂಲಕ ಹುತಾತ್ಮರ ತ್ಯಾಗ ಮತ್ತು ಬಲಿದಾನವನ್ನು ಸ್ಮರಿಸಲಾಯಿತು. ಈ ಸಂದರ್ಭದಲ್ಲಿ ಜಿಲ್ಲಾ ಪ್ರಧಾನ ಕಾರ್ಯದರ್ಶಿ ಈಡಿಗರ ಮಂಜುನಾಥ ಮಾತನಾಡಿ, ಹುತಾತ್ಮರು ಬಲಿದಾನ ನೀಡಿದ ನಂತರ 96 ವರ್ಷ ಕಳೆದರೂ ಅವರ ಆದರ್ಶಗಳು ಸಂಪೂರ್ಣವಾಗಿ ಈಡೇರಿಲ್ಲ. ಯುವಜನರು ಧರ್ಮ, ಜಾತಿ ಹಾಗೂ ರಾಜಕೀಯದ ಪ್ರಭಾವಕ್ಕೆ ಒಳಗಾಗಿ ತಮ್ಮ ಹಕ್ಕುಗಳನ್ನು ಮರೆತಿದ್ದಾರೆ ಎಂದು ವಿಷಾದ ವ್ಯಕ್ತಪಡಿಸಿದರು. ಯುವಕರಿಗೆ ಉದ್ಯೋಗ ಸೃಷ್ಟಿ ಬಗ್ಗೆ ನೀಡಿದ ಭರವಸೆಗಳು ಕೇವಲ ಮಾತಾಗಿಯೇ ಉಳಿದಿವೆ. ರಾಜ್ಯದಲ್ಲಿ ಸುಮಾರು 2.85 ಸಾವಿರ ಹಾಗೂ ಕೇಂದ್ರದಲ್ಲಿ 9 ಲಕ್ಷ ಉದ್ಯೋಗ ಹುದ್ದೆಗಳು ಖಾಲಿ ಇದ್ದರೂ, ಲಕ್ಷಾಂತರ ಯುವಕರು ಖಾಸಗಿ ಕಂಪನಿಗಳಲ್ಲಿ ಕಡಿಮೆ ವೇತನಕ್ಕೆ ದುಡಿಯುತ್ತಿದ್ದಾರೆ ಎಂದರು. xyxy=(781,206,1015,537)
divider xyxy=(781,1230,1495,1232)
divider xyxy=(20,134,757,135)
byline: ಹೊಸಪೇಟೆ ಟೈಮ್ಸ್ ನ್ಯೂಸ್ xyxy=(65,921,165,934)
header-rule xyxy=(9,37,1505,40)
article-text-column: ಬಳ್ಳಾರಿ: ಭಾರತೀಯ ಸಂಸ್ಕೃತಿಯಲ್ಲಿ ಹಿಂದಿನಿಂದಲೂ ಮಹಿಳೆಯರಿಗೆ ಪೂಜನೀಯ ಸ್ಥಾನವಿದೆ ಎಂದು ಡಾ.ಬಾಬು ಜಗಜೀವನ್ ರಾಂ ಚರ್ಮ ಕೈಗಾರಿಕೆ ಅಭಿವೃದ್ಧಿ ನಿಗಮ ನಿಯಮಿತದ ಅಧ್ಯಕ್ಷ ಮುಂಡರಗಿ ನಾಗರಾಜ್ ಅವರು ಹೇಳಿದರು. ಜಿಲ್ಲಾಡಳಿತ, ಜಿಲ್ಲಾ ಪಂಚಾಯತ್, ಮಹಿಳಾ ಮತ್ತು ಮಕ್ಕಳ ಅಭಿವೃದ್ಧಿ ಇಲಾಖೆ ಹಾಗೂ ಸಂಜೀವಿನಿ ಕರ್ನಾಟಕ ರಾಜ್ಯ ಗ್ರಾಮೀಣ ಜೀವನೋಪಾಯ ಅಭಿಯಾನ ಇವರ ಸಂಯುಕ್ತಾಶ್ರಯದಲ್ಲಿ ನಗರದ ಜಿಲ್ಲಾ ಪಂಚಾಯತ್ ಸಭಾಂಗಣದಲ್ಲಿ ಏರ್ಪಡಿಸಿದ್ದ ಅಂತಾರಾಷ್ಟ್ರೀಯ ಮಹಿಳಾ ದಿನಾಚರಣೆ ಕಾರ್ಯಕ್ರಮ ಉದ್ಘಾಟಿಸಿ ಅವರು ಮಾತನಾಡಿದರು. ಸ್ವಾತಂತ್ರ್ಯ ಪೂರ್ವದಲ್ಲಿ ಪೋರ್ಚುಗೀಸರ ವಿರುದ್ಧ ಹೋರಾಟ ನಡೆಸಿದ ಉಲ್ಲಾಳದ ರಾಣಿ ಅಬ್ಬಕ್ಕ, ಕಿತ್ತೂರು ರಾಣಿ ಚೆನ್ನಮ್ಮ, ಝಾನ್ಸಿ ರಾಣಿ ಲಕ್ಷ್ಮೀಬಾಯಿ ಅವರ ವೀರ ಪರಂಪರೆ ನಮಗೆ ಮಾದರಿಯಾಗಿದೆ. ಸಾವಿತ್ರಿಬಾಯಿ ಫುಲೆ ಅವರು ಮಹಿಳೆಯರಿಗೆ ಶಿಕ್ಷಣ ನೀಡಿ ಜಾಗೃತಿ ಮೂಡಿಸಿದರು. ಇಂದು ನಾವೆಲ್ಲರೂ ಅವರನ್ನು ಗೌರವಿಸಬೇಕು ಎಂದರು. ಡಾ.ಬಿ.ಆರ್. ಅಂಬೇಡ್ಕರ್ ಅವರು ಮಹಿಳೆಯರಿಗೆ ಸಮಾನ ಹಕ್ಕುಗಳನ್ನು ಸಂವಿಧಾನದಲ್ಲಿ ನೀಡಿದ್ದಾರೆ. ಮಹಿಳೆಯರಿಗೆ ಆಸ್ತಿಯಲ್ಲಿ ಸಮಾನ ಹಕ್ಕು xyxy=(781,1682,1015,2033)
headline-nadi: ನದಿಯಲ್ಲಿ ಮುಳುಗಿ ಇಬ್ಬರು ಬಾಲಕರ ಸಾವು xyxy=(903,1181,1373,1220)
headline-natak-line2: ನಾಟಕ ಅಕಾಡೆಮಿ ಪ್ರಶಸ್ತಿ ಪ್ರದಾನ xyxy=(197,859,579,903)
article-text-column: ವಿಜಯನಗರ(ಹೊಸಪೇಟೆ): ನಿತ್ಯ ಕಾಯಕ ದೊಂದಿಗೆ ದೇವರನ್ನು ದರ್ಶಿಸಿಕೊಂಡ ದೇವರದಾಸಿಮಯ್ಯ ಅವರು ವಚನ ಸಾಹಿತ್ಯಕ್ಕೆ ಸಲ್ಲಿಸಿದ ಕೊಡುಗೆ ಅಪಾರವಾದುದು ಎಂದು ಡಾ. ದಿವಾಕರ್ ನಾರಾಯಣ ಅವರು ಅಭಿಪ್ರಾಯ ಪಟ್ಟರು. ಅವರು ದಿನಾಂಕ 23 ರಂದು ನಗರದ ನೀಲಕಂಠೇಶ್ವರ ಕಲ್ಯಾಣ ಮಂಟಪ ದಲ್ಲಿ ಹೊಸಪೇಟೆ ತಾಲೂಕು ನೇಕಾರ ಸಂಘದ ಹಮ್ಮಿಕೊಂಡ ಶ್ರೀ ದೇವರದಾಸಿ ಮಯ್ಯನವರ ಜಯಂತಿ ಕಾರ್ಯಕ್ರಮದಲ್ಲಿ ಮಾತನಾಡುತ್ತಾ ಬಸವಣ್ಣನವರು ತಮ್ಮ ವಚನಗಳಲ್ಲಿ ದೇವರ ದಾಸಿಮಯ್ಯ ಅವರನ್ನು ಆದ್ಯ ವಚನಕಾರರೆಂದು ಸ್ತುತಿಸಿದ್ದಾರೆ. ಅಲ್ಲದೇ ಸ್ತ್ರೀ ಪುರುಷ ಬೇಧ ಭಾವ ಇಲ್ಲದಂತೆ ಎಲ್ಲರೂ ಸಮಾನರು ಎಂಬ ಭಾವನೆಯನ್ನು ಹೊಂದಿರಬೇಕೆಂದು ತಮ್ಮ ವಚನಗಳಲ್ಲಿ ತಿಳಿಸಿದ್ದಾರೆ. ಇಂತಹ ಮಹಾನ್ ಶರಣರ ಜೀವನವನ್ನು ಜನರಲ್ಲಿ ಪ್ರಸಿದ್ಧಿಗೊಳ್ಳುವ ಅಗತ್ಯವಿದೆ ಎಂದು ತಿಳಿಸಿದರು. ಬಳಿಕ ಕನ್ನಡ ವಿಶ್ವವಿದ್ಯಾಲಯದ ನಿವೃತ್ತ ಸಂಶೋಧಕ ಅವರು ದಾಸಿಮಯ್ಯ ಅವರ ಕುರಿತು ಪುಸ್ತಕಗಳನ್ನು ಹೊರತಂದಿದ್ದಾರೆ ಎಂದು ತಿಳಿಸಿದರು. xyxy=(20,164,253,475)
article-text-column: ಹೊಸಪೇಟೆ ನಗರದಲ್ಲಿ ಜರುಗಿದ ಎನ್.ಎಸ್.ಎಸ್ ವಿಶೇಷ ಶಿಬಿರದ ಸಮಾರೋಪ ಸಮಾರಂಭದಲ್ಲಿ ಮಾತನಾಡಿದ ಅತಿಥಿಗಳು ವಿದ್ಯಾರ್ಥಿಗಳು ಸಮಾಜ ಸೇವೆಯನ್ನು ಮೈಗೂಡಿಸಿಕೊಳ್ಳಬೇಕು ಎಂದು ಕರೆ ನೀಡಿದರು. ಪ್ರಾಸ್ತಾವಿಕವಾಗಿ ಶಿಬಿರಾಧಿಕಾರಿ ಉಪನ್ಯಾಸಕರು ಮಾತನಾಡಿ, ಶಿಬಿರದ ಉದ್ದೇಶ ಹಾಗೂ ಏಳು ದಿನಗಳ ಕಾರ್ಯಕ್ರಮ ಕುರಿತು ವಿವರಿಸಿದರು. ಕುಮಾರಿ ಚೈತ್ರಾ ಪ್ರಾರ್ಥಿಸಿದರು, ಉಪನ್ಯಾಸಕರಾದ ಕುಮಾರ ಸ್ವಾಮಿ ಎ.ಎಂ.ಪಿ, ಶರಣಪ್ಪ, ದೈಹಿಕ ನಿರ್ದೇಶಕ ಮಂಜುನಾಥ ಉಪಸ್ಥಿತರಿದ್ದರು. ನಂತರ ವಿದ್ಯಾರ್ಥಿಗಳು ಸ್ವಚ್ಛತಾ ಶ್ರಮದಾನ ಚಟುವಟಿಕೆಗಳಲ್ಲಿ ಪಾಲ್ಗೊಂಡರು. xyxy=(1024,2093,1496,2187)
photo-award-stage xyxy=(264,929,758,1162)
